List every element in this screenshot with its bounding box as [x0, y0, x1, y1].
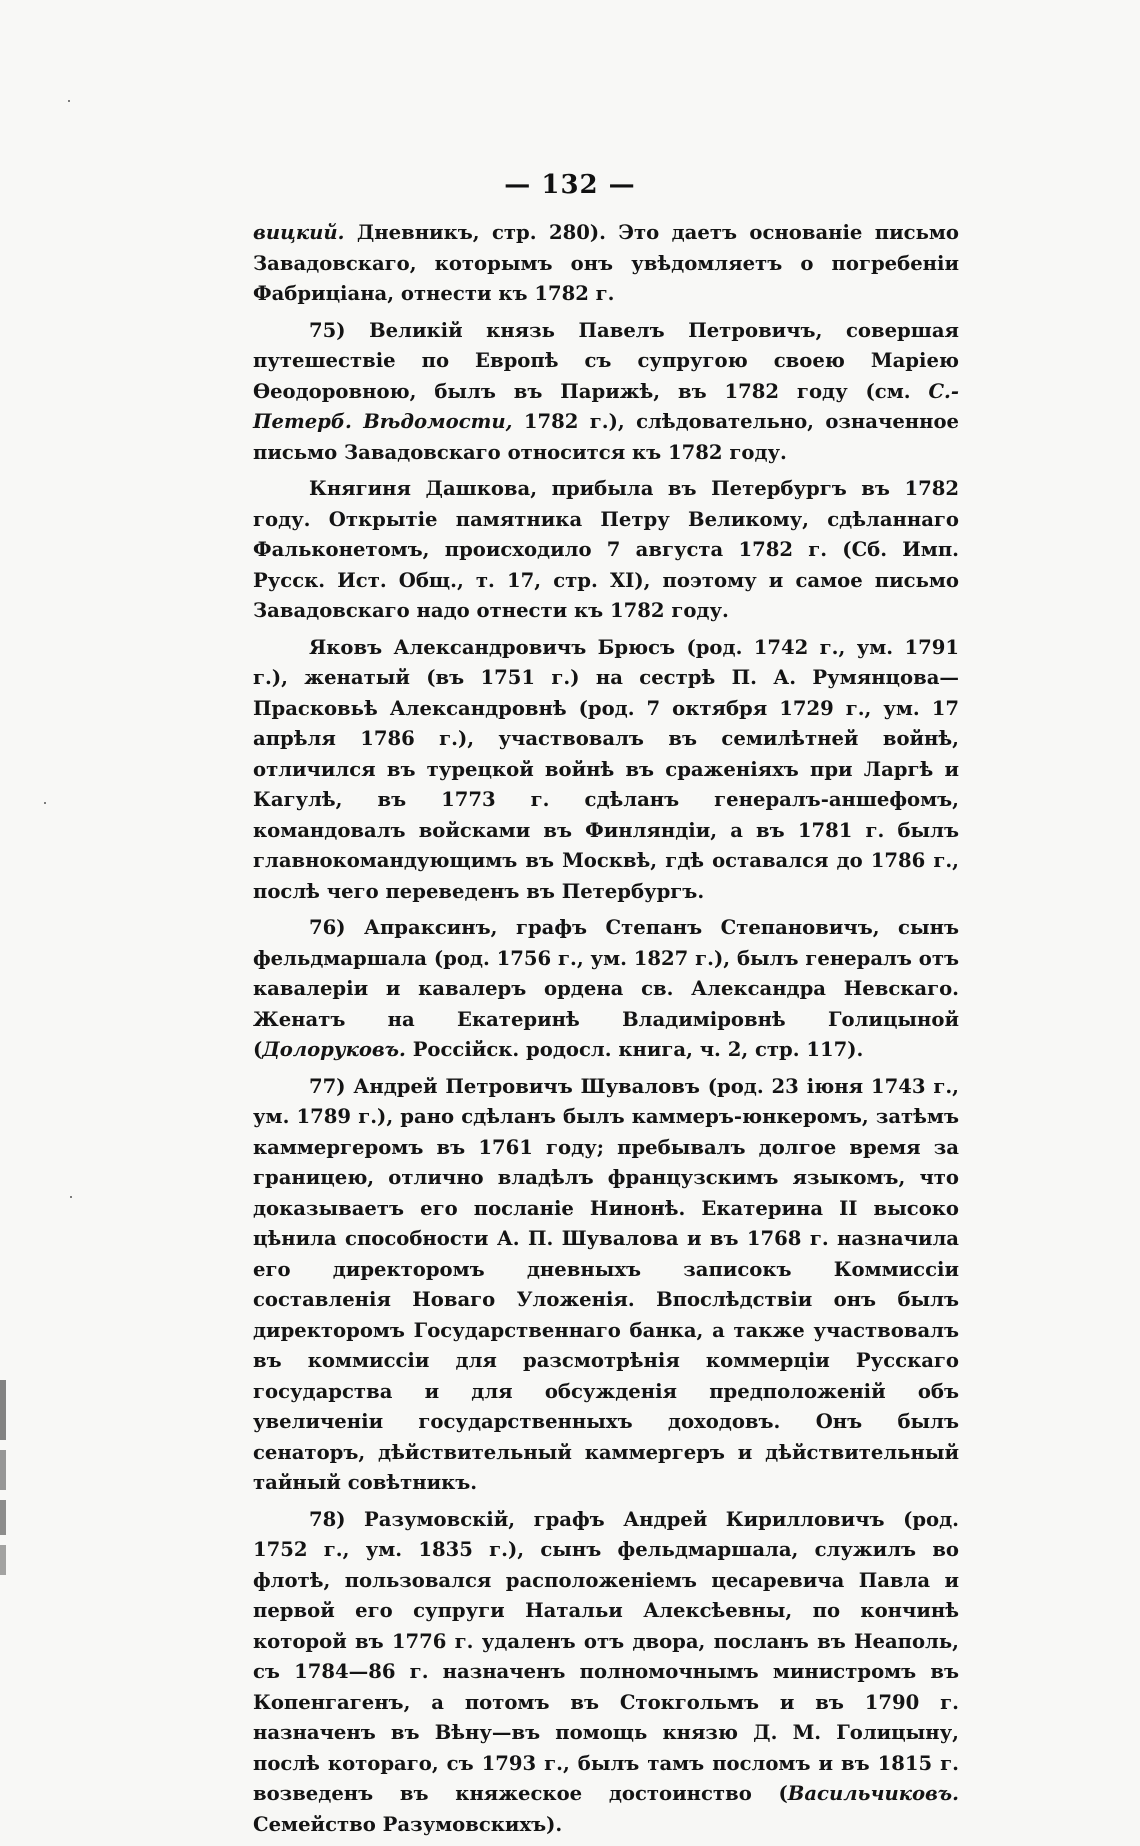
italic-citation: С.-Петерб. Вѣдомости,	[253, 379, 959, 433]
text-run: 76) Апраксинъ, графъ Степанъ Степановичъ, сынъ фельдмаршала (род. 1756 г., ум. 1827 г.), былъ генералъ отъ кавалеріи и кавалеръ ордена св. Александра Невскаго. Женатъ на Екатеринѣ Владиміровнѣ Голицыной (	[253, 916, 959, 1061]
scan-edge-mark	[0, 1545, 6, 1575]
dashkova-paragraph	[253, 474, 959, 627]
paragraph-continuation	[253, 218, 959, 310]
scan-edge-mark	[0, 1500, 6, 1535]
text-run: Россійск. родосл. книга, ч. 2, стр. 117).	[405, 1038, 864, 1061]
text-run: 77) Андрей Петровичъ Шуваловъ (род. 23 іюня 1743 г., ум. 1789 г.), рано сдѣланъ былъ каммеръ-юнкеромъ, затѣмъ каммергеромъ въ 1761 году; пребывалъ долгое время за границею, отлично владѣлъ французскимъ языкомъ, что доказываетъ его посланіе Нинонѣ. Екатерина II высоко цѣнила способности А. П. Шувалова и въ 1768 г. назначила его директоромъ дневныхъ записокъ Коммиссіи составленія Новаго Уложенія. Впослѣдствіи онъ былъ директоромъ Государственнаго банка, а также участвовалъ въ коммиссіи для разсмотрѣнія коммерціи Русскаго государства и для обсужденія предположеній объ увеличеніи государственныхъ доходовъ. Онъ былъ сенаторъ, дѣйствительный каммергеръ и дѣйствительный тайный совѣтникъ.	[253, 1074, 959, 1494]
page-number: — 132 —	[504, 170, 636, 200]
text-run: Яковъ Александровичъ Брюсъ (род. 1742 г., ум. 1791 г.), женатый (въ 1751 г.) на сестрѣ П. А. Румянцова—Прасковьѣ Александровнѣ (род. 7 октября 1729 г., ум. 17 апрѣля 1786 г.), участвовалъ въ семилѣтней войнѣ, отличился въ турецкой войнѣ въ сраженіяхъ при Ларгѣ и Кагулѣ, въ 1773 г. сдѣланъ генералъ-аншефомъ, командовалъ войсками въ Финляндіи, а въ 1781 г. былъ главнокомандующимъ въ Москвѣ, гдѣ оставался до 1786 г., послѣ чего переведенъ въ Петербургъ.	[253, 635, 959, 903]
scan-speck	[70, 1196, 72, 1198]
text-run: Дневникъ, стр. 280). Это даетъ основаніе письмо Завадовскаго, которымъ онъ увѣдомляетъ о погребеніи Фабриціана, отнести къ 1782 г.	[253, 221, 959, 305]
scan-edge-mark	[0, 1380, 6, 1440]
note-76-paragraph	[253, 913, 959, 1066]
text-run: 75) Великій князь Павелъ Петровичъ, совершая путешествіе по Европѣ съ супругою своею Маріею Ѳеодоровною, былъ въ Парижѣ, въ 1782 году (см.	[253, 318, 959, 403]
bruce-paragraph	[253, 633, 959, 908]
text-run: 1782 г.), слѣдовательно, означенное письмо Завадовскаго относится къ 1782 году.	[253, 410, 959, 464]
body-text	[253, 218, 959, 1846]
italic-citation: вицкий.	[253, 221, 345, 244]
text-run: 78) Разумовскій, графъ Андрей Кирилловичъ (род. 1752 г., ум. 1835 г.), сынъ фельдмаршала, служилъ во флотѣ, пользовался расположеніемъ цесаревича Павла и первой его супруги Натальи Алексѣевны, по кончинѣ которой въ 1776 г. удаленъ отъ двора, посланъ въ Неаполь, съ 1784—86 г. назначенъ полномочнымъ министромъ въ Копенгагенъ, а потомъ въ Стокгольмъ и въ 1790 г. назначенъ въ Вѣну—въ помощь князю Д. М. Голицыну, послѣ котораго, съ 1793 г., былъ тамъ посломъ и въ 1815 г. возведенъ въ княжеское достоинство (	[253, 1507, 959, 1805]
scan-speck	[68, 100, 70, 102]
text-run: Княгиня Дашкова, прибыла въ Петербургъ въ 1782 году. Открытіе памятника Петру Великому, сдѣланнаго Фальконетомъ, происходило 7 августа 1782 г. (Сб. Имп. Русск. Ист. Общ., т. 17, стр. XI), поэтому и самое письмо Завадовскаго надо отнести къ 1782 году.	[253, 477, 959, 622]
scan-speck	[44, 802, 46, 804]
note-78-paragraph	[253, 1505, 959, 1841]
note-75-paragraph	[253, 316, 959, 469]
note-77-paragraph	[253, 1072, 959, 1499]
italic-citation: Долоруковъ.	[262, 1038, 406, 1061]
italic-citation: Васильчиковъ.	[787, 1782, 959, 1805]
scan-edge-mark	[0, 1450, 6, 1490]
text-run: Семейство Разумовскихъ).	[253, 1812, 563, 1836]
